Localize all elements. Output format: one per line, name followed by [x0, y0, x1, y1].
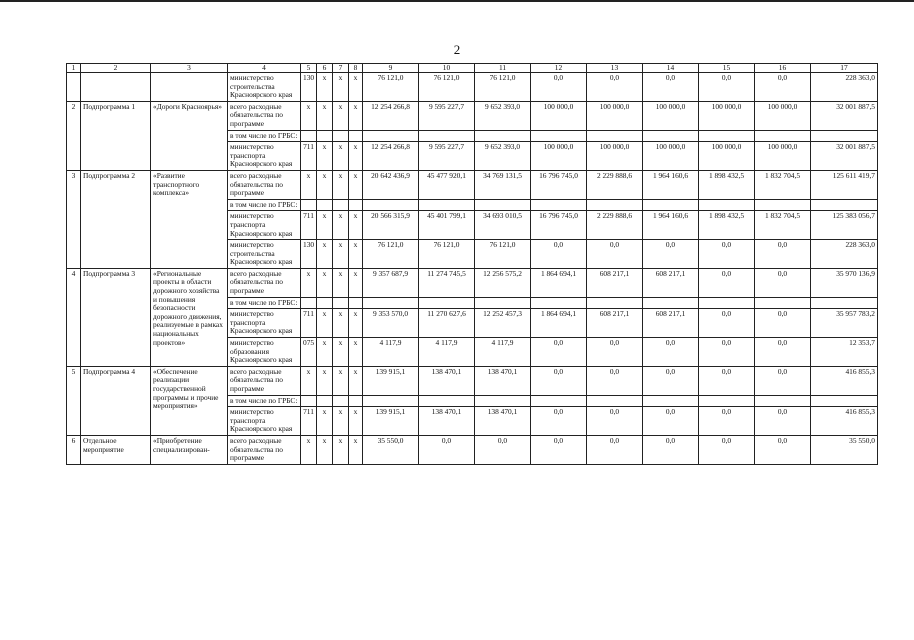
value-cell: 0,0: [587, 407, 643, 436]
grbs-name: министерство образования Красноярского края: [228, 338, 301, 367]
value-cell: 16 796 745,0: [531, 170, 587, 199]
total-cell: 416 855,3: [811, 366, 878, 395]
total-cell: 125 383 056,7: [811, 211, 878, 240]
value-cell: 0,0: [643, 435, 699, 464]
value-cell: 0,0: [755, 435, 811, 464]
name-cell: «Обеспечение реализации государственной программы и прочие мероприятия»: [151, 366, 228, 435]
value-cell: 0,0: [699, 407, 755, 436]
value-cell: 16 796 745,0: [531, 211, 587, 240]
empty-cell: [333, 130, 349, 142]
value-cell: 138 470,1: [475, 366, 531, 395]
x-mark: x: [333, 366, 349, 395]
x-mark: x: [349, 309, 363, 338]
value-cell: 0,0: [699, 73, 755, 102]
value-cell: 0,0: [699, 338, 755, 367]
x-mark: x: [333, 268, 349, 297]
x-mark: x: [333, 240, 349, 269]
value-cell: 45 401 799,1: [419, 211, 475, 240]
grbs-code: 711: [301, 142, 317, 171]
status-cell: [81, 73, 151, 102]
row-number: 3: [67, 170, 81, 268]
name-cell: «Развитие транспортного комплекса»: [151, 170, 228, 268]
empty-cell: [317, 395, 333, 407]
value-cell: 20 566 315,9: [363, 211, 419, 240]
column-number-header: [67, 64, 878, 73]
value-cell: 100 000,0: [587, 101, 643, 130]
x-mark: x: [317, 170, 333, 199]
x-mark: x: [317, 142, 333, 171]
value-cell: 0,0: [531, 407, 587, 436]
table-row: [67, 73, 878, 102]
empty-cell: [475, 130, 531, 142]
value-cell: 0,0: [531, 338, 587, 367]
value-cell: 0,0: [755, 338, 811, 367]
value-cell: 608 217,1: [643, 309, 699, 338]
column-header: 10: [419, 64, 475, 73]
x-mark: x: [301, 101, 317, 130]
value-cell: 0,0: [755, 309, 811, 338]
column-header: 8: [349, 64, 363, 73]
value-cell: 0,0: [587, 435, 643, 464]
x-mark: x: [349, 435, 363, 464]
x-mark: x: [333, 211, 349, 240]
value-cell: 608 217,1: [587, 309, 643, 338]
empty-cell: [811, 130, 878, 142]
empty-cell: [643, 395, 699, 407]
x-mark: x: [317, 101, 333, 130]
value-cell: 100 000,0: [643, 101, 699, 130]
empty-cell: [755, 395, 811, 407]
grbs-name: министерство строительства Красноярского края: [228, 240, 301, 269]
value-cell: 9 353 570,0: [363, 309, 419, 338]
value-cell: 0,0: [643, 338, 699, 367]
value-cell: 100 000,0: [531, 101, 587, 130]
value-cell: 76 121,0: [475, 73, 531, 102]
empty-cell: [475, 199, 531, 211]
empty-cell: [301, 395, 317, 407]
x-mark: x: [301, 435, 317, 464]
grbs-name: министерство транспорта Красноярского края: [228, 309, 301, 338]
x-mark: x: [317, 309, 333, 338]
x-mark: x: [349, 170, 363, 199]
empty-cell: [699, 297, 755, 309]
empty-cell: [699, 395, 755, 407]
total-cell: 228 363,0: [811, 240, 878, 269]
x-mark: x: [349, 338, 363, 367]
status-cell: Подпрограмма 1: [81, 101, 151, 170]
x-mark: x: [301, 170, 317, 199]
value-cell: 4 117,9: [475, 338, 531, 367]
table-row: [67, 268, 878, 297]
empty-cell: [755, 199, 811, 211]
x-mark: x: [349, 366, 363, 395]
x-mark: x: [317, 211, 333, 240]
x-mark: x: [317, 407, 333, 436]
empty-cell: [363, 395, 419, 407]
grbs-code: 711: [301, 309, 317, 338]
grbs-name: в том числе по ГРБС:: [228, 130, 301, 142]
empty-cell: [333, 395, 349, 407]
budget-table: [66, 63, 878, 465]
grbs-code: 711: [301, 211, 317, 240]
value-cell: 34 769 131,5: [475, 170, 531, 199]
value-cell: 9 357 687,9: [363, 268, 419, 297]
column-header: 3: [151, 64, 228, 73]
column-header: 6: [317, 64, 333, 73]
empty-cell: [811, 199, 878, 211]
value-cell: 9 652 393,0: [475, 142, 531, 171]
x-mark: x: [349, 407, 363, 436]
empty-cell: [699, 199, 755, 211]
column-header: 12: [531, 64, 587, 73]
empty-cell: [587, 395, 643, 407]
grbs-name: министерство транспорта Красноярского края: [228, 407, 301, 436]
value-cell: 0,0: [699, 366, 755, 395]
grbs-code: 130: [301, 73, 317, 102]
value-cell: 11 270 627,6: [419, 309, 475, 338]
value-cell: 76 121,0: [475, 240, 531, 269]
grbs-code: 711: [301, 407, 317, 436]
empty-cell: [317, 297, 333, 309]
empty-cell: [755, 297, 811, 309]
total-cell: 416 855,3: [811, 407, 878, 436]
grbs-code: 075: [301, 338, 317, 367]
empty-cell: [643, 199, 699, 211]
value-cell: 11 274 745,5: [419, 268, 475, 297]
empty-cell: [349, 199, 363, 211]
value-cell: 9 595 227,7: [419, 101, 475, 130]
x-mark: x: [333, 73, 349, 102]
column-header: 13: [587, 64, 643, 73]
value-cell: 12 254 266,8: [363, 101, 419, 130]
total-cell: 35 550,0: [811, 435, 878, 464]
empty-cell: [643, 297, 699, 309]
empty-cell: [587, 199, 643, 211]
value-cell: 76 121,0: [363, 240, 419, 269]
empty-cell: [317, 130, 333, 142]
value-cell: 1 832 704,5: [755, 211, 811, 240]
total-cell: 228 363,0: [811, 73, 878, 102]
value-cell: 0,0: [699, 268, 755, 297]
empty-cell: [643, 130, 699, 142]
empty-cell: [419, 130, 475, 142]
x-mark: x: [333, 101, 349, 130]
value-cell: 2 229 888,6: [587, 211, 643, 240]
row-number: 2: [67, 101, 81, 170]
x-mark: x: [301, 268, 317, 297]
value-cell: 0,0: [587, 338, 643, 367]
status-cell: Отдельное мероприятие: [81, 435, 151, 464]
column-header: 9: [363, 64, 419, 73]
x-mark: x: [317, 268, 333, 297]
value-cell: 0,0: [699, 435, 755, 464]
value-cell: 1 898 432,5: [699, 211, 755, 240]
value-cell: 0,0: [531, 240, 587, 269]
x-mark: x: [317, 366, 333, 395]
empty-cell: [349, 130, 363, 142]
x-mark: x: [333, 338, 349, 367]
column-header: 15: [699, 64, 755, 73]
name-cell: «Региональные проекты в области дорожного хозяйства и повышения безопасности дорожного движения, реализуемые в рамках национальных проектов»: [151, 268, 228, 366]
grbs-name: министерство строительства Красноярского края: [228, 73, 301, 102]
table-row: [67, 435, 878, 464]
empty-cell: [531, 395, 587, 407]
x-mark: x: [349, 240, 363, 269]
value-cell: 138 470,1: [475, 407, 531, 436]
value-cell: 139 915,1: [363, 366, 419, 395]
value-cell: 0,0: [699, 240, 755, 269]
column-header: 7: [333, 64, 349, 73]
empty-cell: [333, 199, 349, 211]
x-mark: x: [349, 211, 363, 240]
x-mark: x: [333, 142, 349, 171]
empty-cell: [349, 395, 363, 407]
value-cell: 0,0: [587, 240, 643, 269]
value-cell: 12 256 575,2: [475, 268, 531, 297]
empty-cell: [301, 130, 317, 142]
x-mark: x: [349, 101, 363, 130]
empty-cell: [811, 395, 878, 407]
x-mark: x: [333, 407, 349, 436]
grbs-name: всего расходные обязательства по программе: [228, 101, 301, 130]
status-cell: Подпрограмма 2: [81, 170, 151, 268]
empty-cell: [699, 130, 755, 142]
value-cell: 138 470,1: [419, 366, 475, 395]
x-mark: x: [317, 338, 333, 367]
value-cell: 100 000,0: [587, 142, 643, 171]
empty-cell: [419, 199, 475, 211]
value-cell: 100 000,0: [699, 101, 755, 130]
row-number: 5: [67, 366, 81, 435]
empty-cell: [363, 130, 419, 142]
value-cell: 12 254 266,8: [363, 142, 419, 171]
empty-cell: [587, 297, 643, 309]
empty-cell: [587, 130, 643, 142]
name-cell: [151, 73, 228, 102]
grbs-name: всего расходные обязательства по программе: [228, 435, 301, 464]
value-cell: 100 000,0: [755, 101, 811, 130]
grbs-name: всего расходные обязательства по программе: [228, 268, 301, 297]
table-row: [67, 101, 878, 130]
column-header: 5: [301, 64, 317, 73]
value-cell: 0,0: [587, 366, 643, 395]
value-cell: 9 595 227,7: [419, 142, 475, 171]
x-mark: x: [317, 240, 333, 269]
x-mark: x: [333, 309, 349, 338]
total-cell: 35 970 136,9: [811, 268, 878, 297]
row-number: 6: [67, 435, 81, 464]
grbs-name: в том числе по ГРБС:: [228, 297, 301, 309]
empty-cell: [349, 297, 363, 309]
value-cell: 0,0: [531, 73, 587, 102]
empty-cell: [333, 297, 349, 309]
empty-cell: [531, 199, 587, 211]
status-cell: Подпрограмма 4: [81, 366, 151, 435]
column-header: 1: [67, 64, 81, 73]
value-cell: 0,0: [755, 407, 811, 436]
value-cell: 0,0: [643, 366, 699, 395]
name-cell: «Приобретение специализирован-: [151, 435, 228, 464]
empty-cell: [475, 297, 531, 309]
table-row: [67, 366, 878, 395]
value-cell: 1 864 694,1: [531, 268, 587, 297]
value-cell: 138 470,1: [419, 407, 475, 436]
value-cell: 0,0: [531, 366, 587, 395]
x-mark: x: [349, 73, 363, 102]
x-mark: x: [333, 435, 349, 464]
grbs-name: министерство транспорта Красноярского края: [228, 142, 301, 171]
empty-cell: [317, 199, 333, 211]
row-number-cell: [67, 73, 81, 102]
empty-cell: [301, 199, 317, 211]
value-cell: 35 550,0: [363, 435, 419, 464]
grbs-name: в том числе по ГРБС:: [228, 395, 301, 407]
column-header: 4: [228, 64, 301, 73]
value-cell: 0,0: [755, 268, 811, 297]
empty-cell: [475, 395, 531, 407]
value-cell: 0,0: [587, 73, 643, 102]
total-cell: 125 611 419,7: [811, 170, 878, 199]
value-cell: 1 898 432,5: [699, 170, 755, 199]
grbs-name: всего расходные обязательства по программе: [228, 170, 301, 199]
value-cell: 100 000,0: [531, 142, 587, 171]
value-cell: 1 832 704,5: [755, 170, 811, 199]
value-cell: 0,0: [643, 240, 699, 269]
value-cell: 0,0: [475, 435, 531, 464]
value-cell: 1 864 694,1: [531, 309, 587, 338]
value-cell: 76 121,0: [419, 240, 475, 269]
total-cell: 35 957 783,2: [811, 309, 878, 338]
empty-cell: [811, 297, 878, 309]
value-cell: 0,0: [419, 435, 475, 464]
total-cell: 12 353,7: [811, 338, 878, 367]
grbs-name: всего расходные обязательства по программе: [228, 366, 301, 395]
column-header: 17: [811, 64, 878, 73]
table-row: [67, 170, 878, 199]
grbs-name: в том числе по ГРБС:: [228, 199, 301, 211]
top-border-line: [0, 0, 914, 2]
value-cell: 34 693 010,5: [475, 211, 531, 240]
x-mark: x: [301, 366, 317, 395]
column-header: 2: [81, 64, 151, 73]
x-mark: x: [349, 142, 363, 171]
value-cell: 100 000,0: [755, 142, 811, 171]
empty-cell: [419, 395, 475, 407]
value-cell: 1 964 160,6: [643, 170, 699, 199]
name-cell: «Дороги Красноярья»: [151, 101, 228, 170]
grbs-name: министерство транспорта Красноярского края: [228, 211, 301, 240]
empty-cell: [419, 297, 475, 309]
value-cell: 1 964 160,6: [643, 211, 699, 240]
x-mark: x: [349, 268, 363, 297]
x-mark: x: [317, 435, 333, 464]
value-cell: 0,0: [755, 240, 811, 269]
value-cell: 0,0: [755, 366, 811, 395]
empty-cell: [531, 297, 587, 309]
empty-cell: [755, 130, 811, 142]
value-cell: 4 117,9: [363, 338, 419, 367]
value-cell: 9 652 393,0: [475, 101, 531, 130]
value-cell: 45 477 920,1: [419, 170, 475, 199]
value-cell: 0,0: [643, 73, 699, 102]
value-cell: 608 217,1: [643, 268, 699, 297]
value-cell: 76 121,0: [419, 73, 475, 102]
value-cell: 0,0: [643, 407, 699, 436]
total-cell: 32 001 887,5: [811, 142, 878, 171]
value-cell: 20 642 436,9: [363, 170, 419, 199]
column-header: 14: [643, 64, 699, 73]
value-cell: 0,0: [699, 309, 755, 338]
value-cell: 139 915,1: [363, 407, 419, 436]
x-mark: x: [317, 73, 333, 102]
value-cell: 0,0: [755, 73, 811, 102]
value-cell: 608 217,1: [587, 268, 643, 297]
column-header: 16: [755, 64, 811, 73]
empty-cell: [301, 297, 317, 309]
page-number: 2: [453, 42, 461, 57]
row-number: 4: [67, 268, 81, 366]
total-cell: 32 001 887,5: [811, 101, 878, 130]
empty-cell: [531, 130, 587, 142]
value-cell: 12 252 457,3: [475, 309, 531, 338]
grbs-code: 130: [301, 240, 317, 269]
value-cell: 2 229 888,6: [587, 170, 643, 199]
empty-cell: [363, 199, 419, 211]
status-cell: Подпрограмма 3: [81, 268, 151, 366]
x-mark: x: [333, 170, 349, 199]
column-header: 11: [475, 64, 531, 73]
empty-cell: [363, 297, 419, 309]
value-cell: 76 121,0: [363, 73, 419, 102]
value-cell: 0,0: [531, 435, 587, 464]
value-cell: 4 117,9: [419, 338, 475, 367]
value-cell: 100 000,0: [699, 142, 755, 171]
value-cell: 100 000,0: [643, 142, 699, 171]
